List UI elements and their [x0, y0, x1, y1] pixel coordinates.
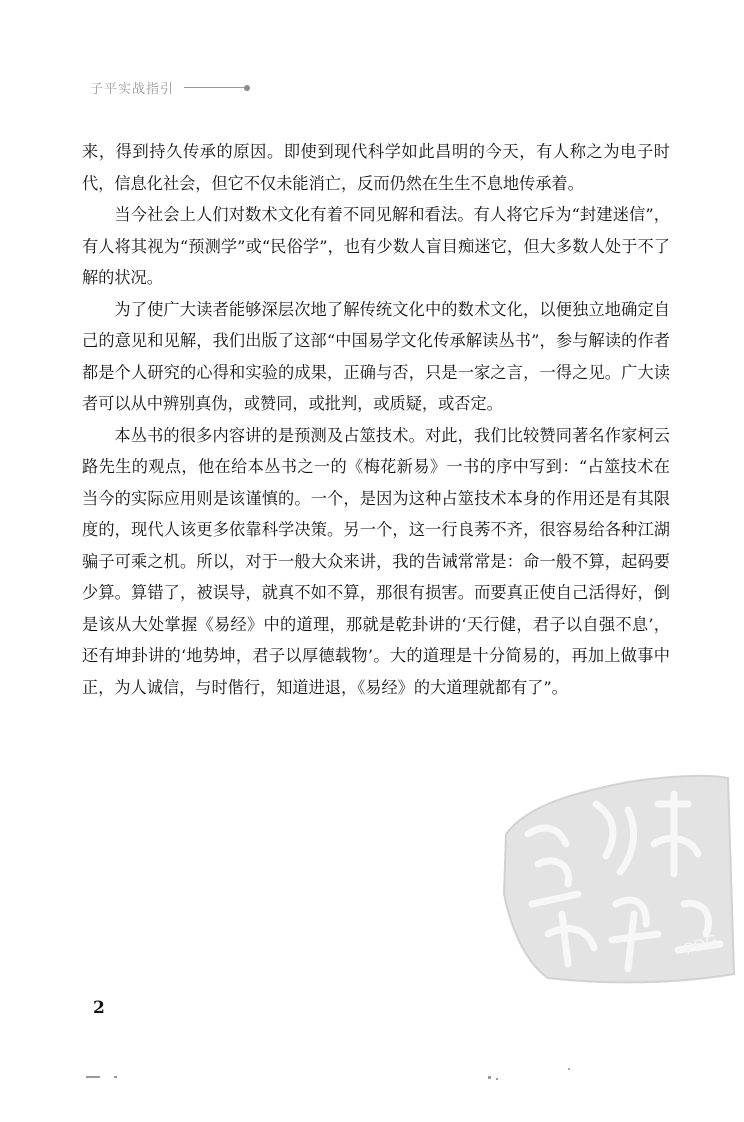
seal-pdg-label: PDG — [681, 930, 721, 960]
body-text — [82, 136, 670, 703]
seal-watermark — [488, 764, 738, 994]
running-header — [90, 78, 250, 97]
paragraph-3: 为了使广大读者能够深层次地了解传统文化中的数术文化，以便独立地确定自己的意见和见解，我们出版了这部“中国易学文化传承解读丛书”，参与解读的作者都是个人研究的心得和实验的成果，正确与否，只是一家之言，一得之见。广大读者可以从中辨别真伪，或赞同，或批判，或质疑，或否定。 — [82, 299, 670, 413]
running-title: 子平实战指引 — [90, 82, 175, 97]
header-rule-line — [184, 87, 244, 88]
paragraph-2: 当今社会上人们对数术文化有着不同见解和看法。有人将它斥为“封建迷信”，有人将其视为“预测学”或“民俗学”，也有少数人盲目痴迷它，但大多数人处于不了解的状况。 — [82, 205, 670, 287]
header-ornament-rule — [184, 85, 250, 91]
header-rule-dot-icon — [244, 85, 250, 91]
page-number: 2 — [93, 998, 105, 1018]
paragraph-1: 来，得到持久传承的原因。即使到现代科学如此昌明的今天，有人称之为电子时代，信息化社会，但它不仅未能消亡，反而仍然在生生不息地传承着。 — [82, 142, 670, 193]
paragraph-4: 本丛书的很多内容讲的是预测及占筮技术。对此，我们比较赞同著名作家柯云路先生的观点，他在给本丛书之一的《梅花新易》一书的序中写到：“占筮技术在当今的实际应用则是该谨慎的。一个，是因为这种占筮技术本身的作用还是有其限度的，现代人该更多依靠科学决策。另一个，这一行良莠不齐，很容易给各种江湖骗子可乘之机。所以，对于一般大众来讲，我的告诫常常是：命一般不算，起码要少算。算错了，被误导，就真不如不算，那很有损害。而要真正使自己活得好，倒是该从大处掌握《易经》中的道理，那就是乾卦讲的‘天行健，君子以自强不息’，还有坤卦讲的‘地势坤，君子以厚德载物’。大的道理是十分简易的，再加上做事中正，为人诚信，与时偕行，知道进退，《易经》的大道理就都有了”。 — [82, 425, 670, 697]
